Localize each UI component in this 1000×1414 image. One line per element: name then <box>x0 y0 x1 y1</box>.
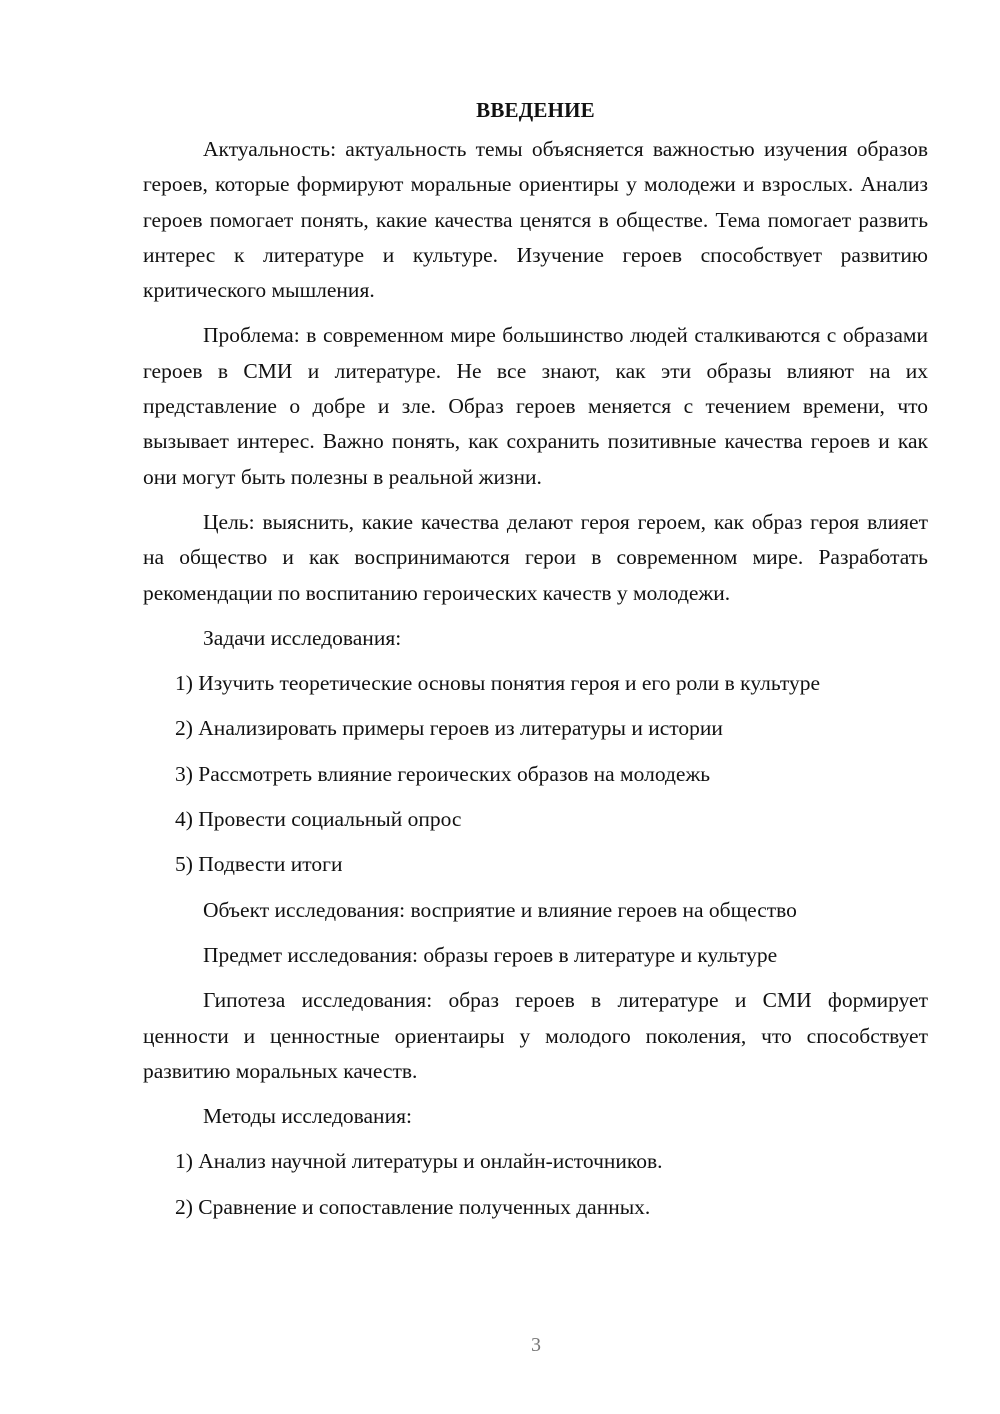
task-item-5: 5) Подвести итоги <box>175 852 343 877</box>
task-item-4: 4) Провести социальный опрос <box>175 807 462 832</box>
document-page <box>143 92 928 1235</box>
method-item-1: 1) Анализ научной литературы и онлайн-источников. <box>175 1149 663 1174</box>
relevance-paragraph: Актуальность: актуальность темы объясняется важностью изучения образов героев, которые формируют моральные ориентиры у молодежи и взрослых. Анализ героев помогает понять, какие качества ценятся в обществе. Тема помогает развить интерес к литературе и культуре. Изучение героев способствует развитию критического мышления. <box>143 137 928 303</box>
task-item-2: 2) Анализировать примеры героев из литературы и истории <box>175 716 723 741</box>
research-object: Объект исследования: восприятие и влияние героев на общество <box>203 897 797 922</box>
page-number: 3 <box>531 1334 541 1356</box>
hypothesis-paragraph: Гипотеза исследования: образ героев в литературе и СМИ формирует ценности и ценностные ориентаиры у молодого поколения, что способствует развитию моральных качеств. <box>143 988 928 1083</box>
tasks-heading: Задачи исследования: <box>203 625 402 650</box>
research-subject: Предмет исследования: образы героев в литературе и культуре <box>203 942 778 967</box>
methods-heading: Методы исследования: <box>203 1104 412 1129</box>
section-title: ВВЕДЕНИЕ <box>476 98 595 122</box>
task-item-1: 1) Изучить теоретические основы понятия героя и его роли в культуре <box>175 671 820 696</box>
problem-paragraph: Проблема: в современном мире большинство людей сталкиваются с образами героев в СМИ и литературе. Не все знают, как эти образы влияют на их представление о добре и зле. Образ героев меняется с течением времени, что вызывает интерес. Важно понять, как сохранить позитивные качества героев и как они могут быть полезны в реальной жизни. <box>143 323 928 489</box>
method-item-2: 2) Сравнение и сопоставление полученных данных. <box>175 1194 651 1219</box>
goal-paragraph: Цель: выяснить, какие качества делают героя героем, как образ героя влияет на общество и как воспринимаются герои в современном мире. Разработать рекомендации по воспитанию героических качеств у молодежи. <box>143 509 928 605</box>
task-item-3: 3) Рассмотреть влияние героических образов на молодежь <box>175 761 711 786</box>
